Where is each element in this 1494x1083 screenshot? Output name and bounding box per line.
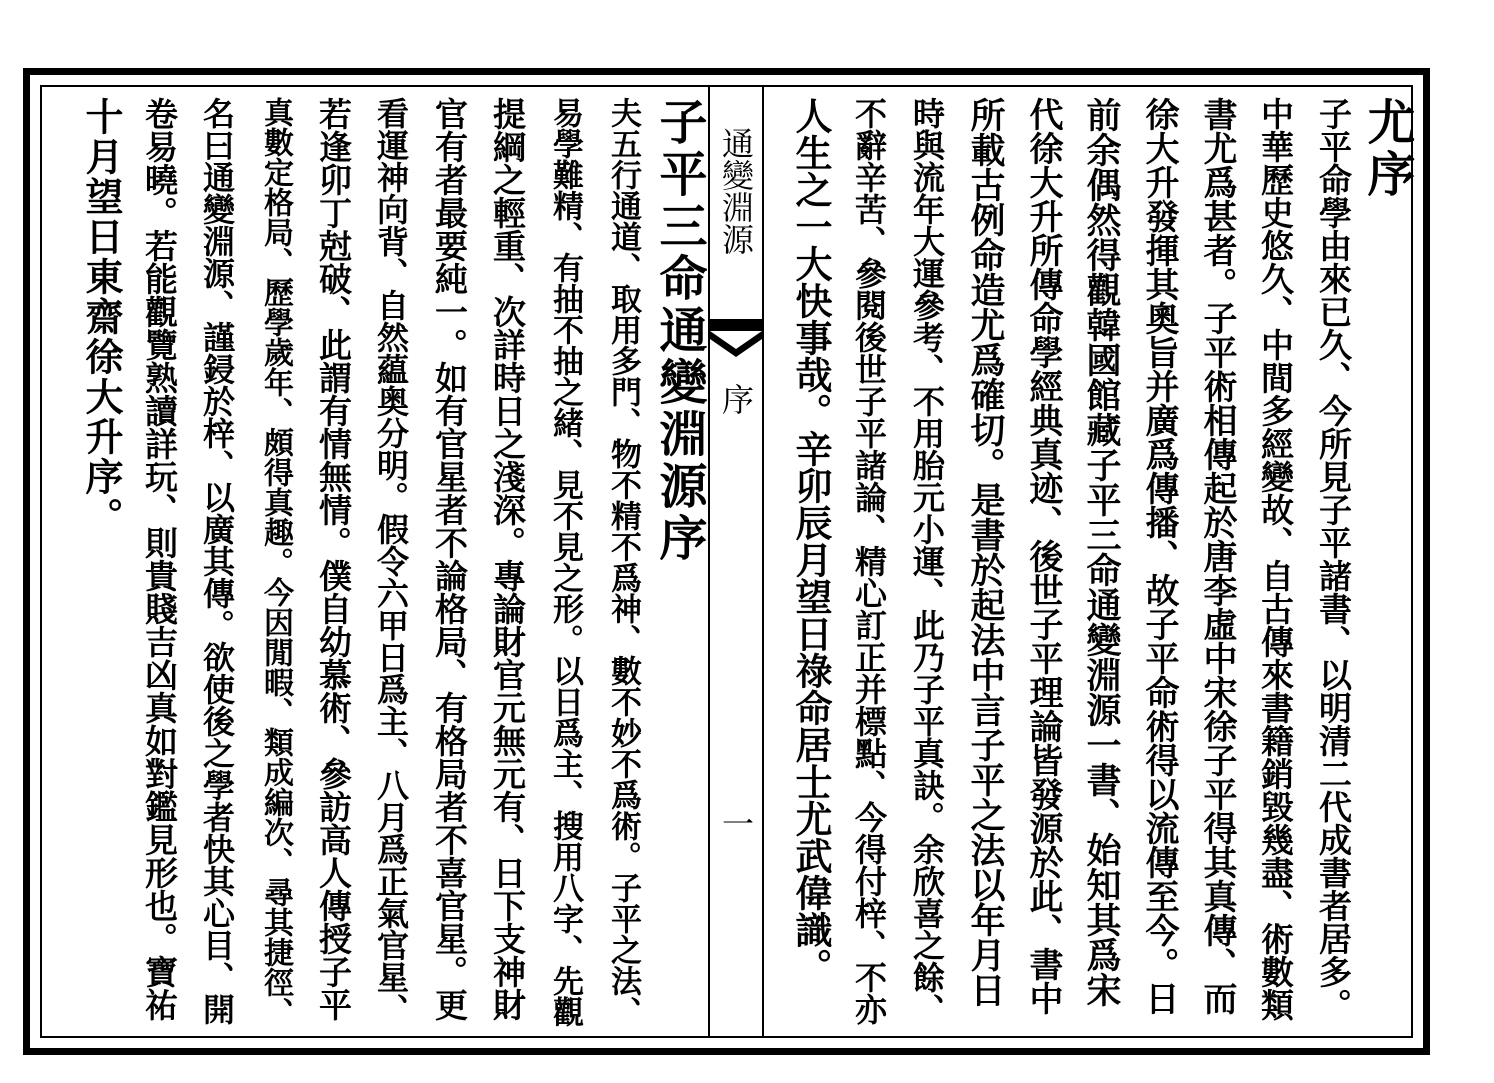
center-fold-strip	[708, 87, 764, 1036]
fishtail-mark-icon	[710, 319, 762, 379]
right-page-line: 前余偶然得觀韓國館藏子平三命通變淵源一書、始知其爲宋	[1081, 97, 1122, 1007]
left-page-line: 易學難精、有抽不抽之緒、見不見之形。以日爲主、搜用八字、先觀	[547, 97, 583, 1027]
left-page-line: 看運神向背、自然藴奥分明。假令六甲日爲主、八月爲正氣官星、	[372, 97, 410, 1025]
left-page-line: 提綱之輕重、次詳時日之淺深。專論財官元無元有、日下支神財	[488, 97, 527, 1021]
left-page-line: 名曰通變淵源、謹鋟於梓、以廣其傳。欲使後之學者快其心目、開	[198, 97, 236, 1025]
page-number: 一	[717, 807, 755, 839]
right-page-line: 代徐大升所傳命學經典真迹、後世子平理論皆發源於此、書中	[1023, 97, 1063, 1015]
left-page-line: 官有者最要純一。如有官星者不論格局、有格局者不喜官星。更	[430, 97, 469, 1021]
right-page-title: 尤序	[1359, 97, 1415, 201]
page-frame	[23, 68, 1430, 1055]
right-page-line: 中華歷史悠久、中間多經變故、自古傳來書籍銷毀幾盡、術數類	[1256, 97, 1295, 1021]
left-page-line: 真數定格局、歷學歲年、頗得真趣。今因閒暇、類成編次、尋其捷徑、	[258, 97, 293, 1027]
left-page-line: 卷易曉。若能觀覽熟讀詳玩、則貴賤吉凶真如對鑑見形也。寶祐	[140, 97, 179, 1021]
section-label: 序	[717, 383, 755, 415]
right-page-line: 徐大升發揮其奧旨并廣爲傳播、故子平命術得以流傳至今。日	[1139, 97, 1179, 1015]
right-page-line: 書尤爲甚者。子平術相傳起於唐李虛中宋徐子平得其真傳、而	[1197, 97, 1237, 1015]
left-page-line: 十月望日東齋徐大升序。	[79, 97, 124, 537]
right-page-line: 子平命學由來已久、今所見子平諸書、以明清二代成書者居多。	[1314, 97, 1353, 1021]
page-inner-border	[40, 85, 1413, 1038]
left-page-title: 子平三命通變淵源序	[651, 97, 707, 565]
book-title: 通變淵源	[717, 127, 755, 255]
right-page-line: 不辭辛苦、參閱後世子平諸論、精心訂正并標點、今得付梓、不亦	[850, 97, 888, 1025]
left-page-line: 若逢卯丁尅破、此謂有情無情。僕自幼慕術、參訪高人傳授子平	[314, 97, 353, 1021]
right-page-line: 時與流年大運參考、不用胎元小運、此乃子平真訣。余欣喜之餘、	[908, 97, 946, 1025]
right-page-line: 所載古例命造尤爲確切。是書於起法中言子平之法以年月日	[965, 97, 1006, 1007]
left-page-line: 夫五行通道、取用多門、物不精不爲神、數不妙不爲術。子平之法、	[605, 97, 641, 1027]
right-page-line: 人生之一大快事哉。辛卯辰月望日祿命居士尤武偉識。	[789, 97, 833, 985]
